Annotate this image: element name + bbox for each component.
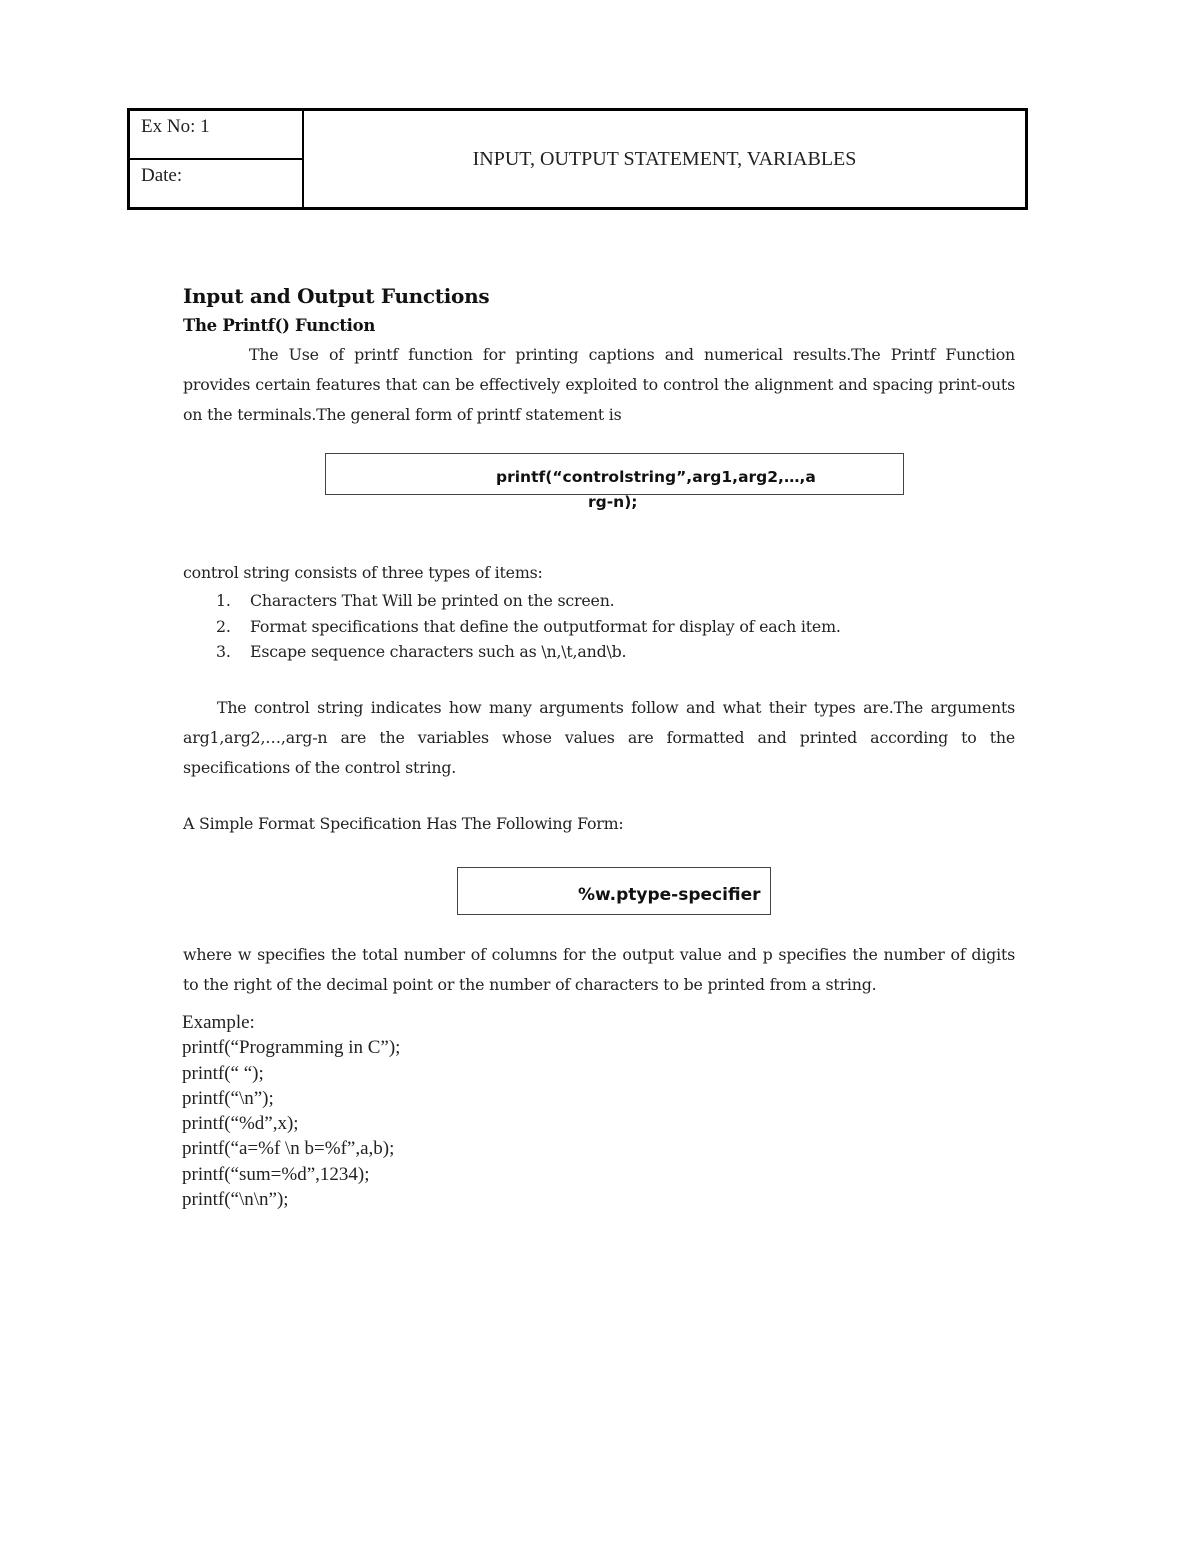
intro-paragraph-text: The Use of printf function for printing captions and numerical results.The Printf Function provides certain features that can be effectively exploited to control the alignment and spacing print-outs on the terminals.The general form of printf statement is bbox=[183, 345, 1015, 424]
format-spec-text: %w.ptype-specifier bbox=[578, 885, 761, 905]
example-code-line: printf(“\n”); bbox=[182, 1087, 274, 1109]
example-code-line: printf(“%d”,x); bbox=[182, 1113, 299, 1135]
example-label: Example: bbox=[182, 1012, 255, 1033]
example-code-line: printf(“ “); bbox=[182, 1062, 264, 1084]
date-cell: Date: bbox=[141, 165, 183, 186]
example-code-line: printf(“\n\n”); bbox=[182, 1189, 289, 1211]
format-intro: A Simple Format Specification Has The Following Form: bbox=[183, 814, 624, 833]
format-explanation: where w specifies the total number of columns for the output value and p specifies the number of digits to the right of the decimal point or the number of characters to be printed from a string. bbox=[183, 945, 1015, 994]
example-code-line: printf(“sum=%d”,1234); bbox=[182, 1163, 370, 1185]
control-string-items bbox=[183, 588, 841, 665]
list-item-number: 2. bbox=[216, 616, 231, 636]
control-paragraph bbox=[183, 693, 1015, 783]
exercise-title: INPUT, OUTPUT STATEMENT, VARIABLES bbox=[472, 147, 857, 170]
list-item-text: Characters That Will be printed on the screen. bbox=[250, 591, 615, 610]
list-item bbox=[183, 614, 841, 640]
ex-no-cell: Ex No: 1 bbox=[130, 111, 302, 160]
list-item-number: 1. bbox=[216, 591, 231, 610]
section-subheading: The Printf() Function bbox=[183, 316, 376, 335]
control-string-intro: control string consists of three types of items: bbox=[183, 563, 543, 582]
list-item bbox=[183, 639, 841, 665]
list-item-text: Escape sequence characters such as \n,\t,and\b. bbox=[250, 642, 627, 661]
general-form-line1: printf(“controlstring”,arg1,arg2,…,a bbox=[496, 468, 816, 486]
header-table bbox=[127, 108, 1028, 210]
header-left-column bbox=[130, 111, 304, 207]
general-form-line2: rg-n); bbox=[588, 493, 638, 511]
intro-paragraph bbox=[183, 340, 1015, 430]
example-code-line: printf(“a=%f \n b=%f”,a,b); bbox=[182, 1138, 395, 1160]
general-form-box bbox=[325, 453, 904, 511]
example-code-line: printf(“Programming in C”); bbox=[182, 1037, 401, 1059]
example-block bbox=[182, 1010, 400, 1212]
list-item-number: 3. bbox=[216, 642, 231, 661]
control-paragraph-text: The control string indicates how many arguments follow and what their types are.The arguments arg1,arg2,…,arg-n are the variables whose values are formatted and printed according to the specifications of the control string. bbox=[183, 698, 1015, 777]
list-item-text: Format specifications that define the outputformat for display of each item. bbox=[250, 616, 841, 636]
section-heading: Input and Output Functions bbox=[183, 284, 490, 308]
format-spec-box bbox=[457, 867, 771, 915]
list-item bbox=[183, 588, 841, 614]
